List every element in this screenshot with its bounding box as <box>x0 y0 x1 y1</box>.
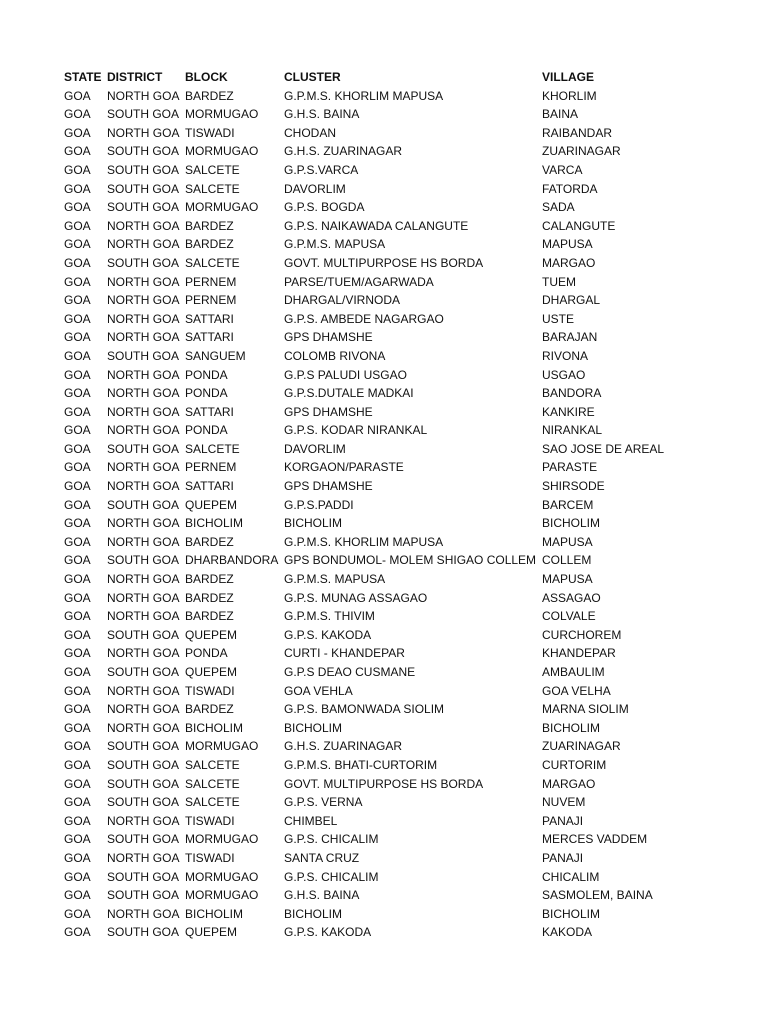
cell-state: GOA <box>64 348 91 363</box>
cell-state: GOA <box>64 553 91 568</box>
cell-block: MORMUGAO <box>185 739 259 754</box>
table-row <box>64 868 754 887</box>
cell-district: SOUTH GOA <box>107 441 180 456</box>
cell-block: PONDA <box>185 386 228 401</box>
cell-district: NORTH GOA <box>107 330 180 345</box>
cell-block: SATTARI <box>185 404 234 419</box>
table-row <box>64 403 754 422</box>
header-district: DISTRICT <box>107 70 163 84</box>
cell-district: SOUTH GOA <box>107 795 180 810</box>
cell-village: KHORLIM <box>542 88 597 103</box>
table-row <box>64 700 754 719</box>
table-row <box>64 644 754 663</box>
cell-cluster: G.P.S. BOGDA <box>284 200 365 215</box>
cell-state: GOA <box>64 888 91 903</box>
cell-district: NORTH GOA <box>107 534 180 549</box>
cell-village: ZUARINAGAR <box>542 144 621 159</box>
cell-state: GOA <box>64 776 91 791</box>
cell-village: PARASTE <box>542 460 598 475</box>
cell-district: NORTH GOA <box>107 813 180 828</box>
cell-block: PONDA <box>185 646 228 661</box>
cell-state: GOA <box>64 590 91 605</box>
table-row <box>64 905 754 924</box>
cell-cluster: G.P.S. NAIKAWADA CALANGUTE <box>284 218 469 233</box>
cell-village: NIRANKAL <box>542 423 603 438</box>
cell-block: SALCETE <box>185 162 240 177</box>
cell-village: COLVALE <box>542 609 596 624</box>
cell-state: GOA <box>64 869 91 884</box>
cell-village: RAIBANDAR <box>542 125 613 140</box>
table-row <box>64 273 754 292</box>
cell-district: NORTH GOA <box>107 386 180 401</box>
cell-village: BANDORA <box>542 386 602 401</box>
cell-district: NORTH GOA <box>107 609 180 624</box>
cell-state: GOA <box>64 330 91 345</box>
cell-cluster: BICHOLIM <box>284 516 343 531</box>
cell-district: NORTH GOA <box>107 125 180 140</box>
cell-cluster: G.P.S.DUTALE MADKAI <box>284 386 414 401</box>
cell-block: SALCETE <box>185 441 240 456</box>
cell-village: KANKIRE <box>542 404 595 419</box>
cell-state: GOA <box>64 107 91 122</box>
cell-district: NORTH GOA <box>107 293 180 308</box>
header-row <box>64 68 754 87</box>
table-header <box>64 68 754 87</box>
cell-village: MAPUSA <box>542 237 593 252</box>
cell-block: BARDEZ <box>185 218 234 233</box>
table-row <box>64 923 754 942</box>
cell-village: GOA VELHA <box>542 683 611 698</box>
cell-district: SOUTH GOA <box>107 869 180 884</box>
cell-state: GOA <box>64 88 91 103</box>
cell-district: SOUTH GOA <box>107 181 180 196</box>
cell-district: SOUTH GOA <box>107 757 180 772</box>
cell-block: SATTARI <box>185 330 234 345</box>
cell-state: GOA <box>64 479 91 494</box>
cell-village: SHIRSODE <box>542 479 605 494</box>
cell-state: GOA <box>64 274 91 289</box>
cell-village: MARGAO <box>542 776 596 791</box>
cell-cluster: G.P.S. KAKODA <box>284 627 372 642</box>
table-row <box>64 812 754 831</box>
cell-state: GOA <box>64 665 91 679</box>
cell-state: GOA <box>64 293 91 308</box>
cell-village: MARGAO <box>542 255 596 270</box>
data-table <box>64 68 754 942</box>
cell-cluster: GOVT. MULTIPURPOSE HS BORDA <box>284 776 484 791</box>
table-row <box>64 514 754 533</box>
cell-district: SOUTH GOA <box>107 348 180 363</box>
cell-block: TISWADI <box>185 850 235 865</box>
cell-block: MORMUGAO <box>185 144 259 159</box>
cell-district: NORTH GOA <box>107 646 180 661</box>
table-row <box>64 161 754 180</box>
table-row <box>64 105 754 124</box>
cell-block: BICHOLIM <box>185 516 244 531</box>
cell-district: SOUTH GOA <box>107 888 180 903</box>
cell-cluster: G.P.S. MUNAG ASSAGAO <box>284 590 428 605</box>
cell-district: SOUTH GOA <box>107 162 180 177</box>
cell-cluster: GPS BONDUMOL- MOLEM SHIGAO COLLEM <box>284 553 537 568</box>
cell-cluster: GOVT. MULTIPURPOSE HS BORDA <box>284 255 484 270</box>
cell-village: BICHOLIM <box>542 516 601 531</box>
cell-district: SOUTH GOA <box>107 739 180 754</box>
table-row <box>64 756 754 775</box>
cell-village: SASMOLEM, BAINA <box>542 888 653 903</box>
cell-village: MERCES VADDEM <box>542 832 648 847</box>
cell-village: MAPUSA <box>542 534 593 549</box>
cell-district: NORTH GOA <box>107 274 180 289</box>
spreadsheet-sheet <box>64 68 754 942</box>
cell-cluster: GPS DHAMSHE <box>284 404 373 419</box>
cell-state: GOA <box>64 850 91 865</box>
table-row <box>64 421 754 440</box>
cell-district: SOUTH GOA <box>107 255 180 270</box>
cell-cluster: G.P.M.S. MAPUSA <box>284 572 386 587</box>
cell-district: NORTH GOA <box>107 479 180 494</box>
cell-village: SADA <box>542 200 575 215</box>
cell-block: BARDEZ <box>185 702 234 717</box>
cell-district: NORTH GOA <box>107 404 180 419</box>
cell-village: FATORDA <box>542 181 598 196</box>
cell-cluster: G.P.S. KODAR NIRANKAL <box>284 423 428 438</box>
cell-district: NORTH GOA <box>107 367 180 382</box>
table-row <box>64 849 754 868</box>
header-state: STATE <box>64 70 102 84</box>
cell-block: QUEPEM <box>185 497 238 512</box>
cell-cluster: KORGAON/PARASTE <box>284 460 404 475</box>
cell-block: BICHOLIM <box>185 720 244 735</box>
table-row <box>64 775 754 794</box>
cell-village: VARCA <box>542 162 583 177</box>
cell-block: BARDEZ <box>185 572 234 587</box>
cell-state: GOA <box>64 702 91 717</box>
cell-state: GOA <box>64 460 91 475</box>
cell-district: NORTH GOA <box>107 88 180 103</box>
cell-district: NORTH GOA <box>107 850 180 865</box>
cell-state: GOA <box>64 218 91 233</box>
cell-cluster: G.P.S. BAMONWADA SIOLIM <box>284 702 445 717</box>
cell-block: QUEPEM <box>185 627 238 642</box>
header-village: VILLAGE <box>542 70 595 84</box>
cell-village: DHARGAL <box>542 293 601 308</box>
cell-village: MAPUSA <box>542 572 593 587</box>
cell-village: KAKODA <box>542 925 593 940</box>
cell-village: BICHOLIM <box>542 906 601 921</box>
cell-district: SOUTH GOA <box>107 144 180 159</box>
cell-block: PERNEM <box>185 293 237 308</box>
table-row <box>64 737 754 756</box>
table-row <box>64 235 754 254</box>
cell-village: USTE <box>542 311 575 326</box>
cell-village: BICHOLIM <box>542 720 601 735</box>
cell-village: PANAJI <box>542 850 584 865</box>
cell-block: MORMUGAO <box>185 200 259 215</box>
cell-state: GOA <box>64 311 91 326</box>
cell-state: GOA <box>64 255 91 270</box>
cell-state: GOA <box>64 720 91 735</box>
cell-state: GOA <box>64 125 91 140</box>
table-row <box>64 458 754 477</box>
table-row <box>64 719 754 738</box>
cell-state: GOA <box>64 906 91 921</box>
cell-cluster: G.P.S PALUDI USGAO <box>284 367 407 382</box>
cell-district: NORTH GOA <box>107 516 180 531</box>
cell-state: GOA <box>64 925 91 940</box>
cell-block: QUEPEM <box>185 665 238 679</box>
cell-district: NORTH GOA <box>107 237 180 252</box>
cell-cluster: DAVORLIM <box>284 441 346 456</box>
cell-state: GOA <box>64 237 91 252</box>
cell-district: SOUTH GOA <box>107 665 180 679</box>
cell-district: SOUTH GOA <box>107 832 180 847</box>
table-row <box>64 607 754 626</box>
table-row <box>64 347 754 366</box>
cell-cluster: G.H.S. ZUARINAGAR <box>284 739 403 754</box>
cell-state: GOA <box>64 832 91 847</box>
table-row <box>64 626 754 645</box>
cell-village: USGAO <box>542 367 586 382</box>
cell-district: NORTH GOA <box>107 683 180 698</box>
cell-cluster: BICHOLIM <box>284 906 343 921</box>
cell-district: NORTH GOA <box>107 572 180 587</box>
cell-state: GOA <box>64 683 91 698</box>
cell-cluster: DAVORLIM <box>284 181 346 196</box>
cell-village: BAINA <box>542 107 579 122</box>
table-row <box>64 142 754 161</box>
cell-cluster: G.H.S. BAINA <box>284 888 360 903</box>
table-row <box>64 198 754 217</box>
cell-village: CALANGUTE <box>542 218 616 233</box>
table-row <box>64 180 754 199</box>
cell-cluster: G.P.S.PADDI <box>284 497 354 512</box>
cell-cluster: CHIMBEL <box>284 813 338 828</box>
table-row <box>64 477 754 496</box>
cell-cluster: G.H.S. BAINA <box>284 107 360 122</box>
cell-cluster: G.P.S. AMBEDE NAGARGAO <box>284 311 444 326</box>
cell-district: SOUTH GOA <box>107 925 180 940</box>
cell-cluster: G.P.M.S. KHORLIM MAPUSA <box>284 534 444 549</box>
table-row <box>64 533 754 552</box>
table-row <box>64 87 754 106</box>
cell-state: GOA <box>64 386 91 401</box>
cell-cluster: G.P.M.S. MAPUSA <box>284 237 386 252</box>
cell-cluster: G.P.S.VARCA <box>284 162 359 177</box>
cell-cluster: BICHOLIM <box>284 720 343 735</box>
table-row <box>64 310 754 329</box>
table-row <box>64 496 754 515</box>
cell-block: MORMUGAO <box>185 832 259 847</box>
cell-block: BARDEZ <box>185 88 234 103</box>
cell-state: GOA <box>64 200 91 215</box>
cell-cluster: PARSE/TUEM/AGARWADA <box>284 274 434 289</box>
cell-block: PERNEM <box>185 274 237 289</box>
cell-state: GOA <box>64 757 91 772</box>
cell-state: GOA <box>64 423 91 438</box>
cell-cluster: SANTA CRUZ <box>284 850 360 865</box>
cell-village: NUVEM <box>542 795 586 810</box>
cell-block: DHARBANDORA <box>185 553 279 568</box>
table-row <box>64 291 754 310</box>
table-row <box>64 366 754 385</box>
cell-district: NORTH GOA <box>107 906 180 921</box>
cell-state: GOA <box>64 572 91 587</box>
cell-block: BARDEZ <box>185 237 234 252</box>
cell-state: GOA <box>64 627 91 642</box>
cell-village: ZUARINAGAR <box>542 739 621 754</box>
cell-state: GOA <box>64 144 91 159</box>
cell-state: GOA <box>64 497 91 512</box>
header-cluster: CLUSTER <box>284 70 341 84</box>
cell-state: GOA <box>64 516 91 531</box>
cell-cluster: GOA VEHLA <box>284 683 353 698</box>
table-row <box>64 663 754 682</box>
cell-cluster: G.P.S DEAO CUSMANE <box>284 665 416 679</box>
cell-state: GOA <box>64 813 91 828</box>
cell-state: GOA <box>64 367 91 382</box>
cell-district: SOUTH GOA <box>107 200 180 215</box>
cell-block: PONDA <box>185 423 228 438</box>
cell-block: MORMUGAO <box>185 107 259 122</box>
cell-district: SOUTH GOA <box>107 776 180 791</box>
table-row <box>64 793 754 812</box>
table-row <box>64 886 754 905</box>
cell-cluster: G.H.S. ZUARINAGAR <box>284 144 403 159</box>
cell-block: SALCETE <box>185 255 240 270</box>
cell-cluster: G.P.M.S. KHORLIM MAPUSA <box>284 88 444 103</box>
cell-state: GOA <box>64 534 91 549</box>
table-row <box>64 551 754 570</box>
cell-block: MORMUGAO <box>185 888 259 903</box>
cell-village: CHICALIM <box>542 869 600 884</box>
table-row <box>64 570 754 589</box>
cell-block: SALCETE <box>185 776 240 791</box>
cell-cluster: DHARGAL/VIRNODA <box>284 293 401 308</box>
cell-state: GOA <box>64 609 91 624</box>
cell-block: BICHOLIM <box>185 906 244 921</box>
cell-block: BARDEZ <box>185 534 234 549</box>
header-block: BLOCK <box>185 70 228 84</box>
cell-district: NORTH GOA <box>107 720 180 735</box>
cell-district: SOUTH GOA <box>107 627 180 642</box>
cell-cluster: G.P.S. CHICALIM <box>284 869 379 884</box>
cell-state: GOA <box>64 404 91 419</box>
cell-village: BARCEM <box>542 497 594 512</box>
cell-state: GOA <box>64 162 91 177</box>
cell-block: MORMUGAO <box>185 869 259 884</box>
cell-district: SOUTH GOA <box>107 107 180 122</box>
table-row <box>64 589 754 608</box>
cell-block: BARDEZ <box>185 609 234 624</box>
cell-block: QUEPEM <box>185 925 238 940</box>
table-body <box>64 87 754 942</box>
cell-cluster: GPS DHAMSHE <box>284 479 373 494</box>
table-row <box>64 254 754 273</box>
cell-cluster: G.P.M.S. THIVIM <box>284 609 375 624</box>
cell-district: NORTH GOA <box>107 460 180 475</box>
cell-village: TUEM <box>542 274 576 289</box>
cell-district: NORTH GOA <box>107 702 180 717</box>
cell-block: PERNEM <box>185 460 237 475</box>
cell-district: NORTH GOA <box>107 590 180 605</box>
cell-village: CURTORIM <box>542 757 607 772</box>
cell-block: SALCETE <box>185 795 240 810</box>
cell-state: GOA <box>64 441 91 456</box>
cell-block: SALCETE <box>185 757 240 772</box>
cell-cluster: GPS DHAMSHE <box>284 330 373 345</box>
cell-village: PANAJI <box>542 813 584 828</box>
cell-cluster: G.P.S. VERNA <box>284 795 363 810</box>
cell-state: GOA <box>64 646 91 661</box>
cell-block: SATTARI <box>185 311 234 326</box>
cell-village: RIVONA <box>542 348 589 363</box>
cell-village: SAO JOSE DE AREAL <box>542 441 665 456</box>
cell-state: GOA <box>64 795 91 810</box>
table-row <box>64 328 754 347</box>
cell-block: SANGUEM <box>185 348 246 363</box>
cell-village: ASSAGAO <box>542 590 601 605</box>
cell-cluster: G.P.M.S. BHATI-CURTORIM <box>284 757 438 772</box>
table-row <box>64 440 754 459</box>
cell-district: SOUTH GOA <box>107 497 180 512</box>
table-row <box>64 124 754 143</box>
cell-block: TISWADI <box>185 683 235 698</box>
table-row <box>64 682 754 701</box>
cell-district: NORTH GOA <box>107 218 180 233</box>
cell-cluster: CHODAN <box>284 125 337 140</box>
cell-cluster: COLOMB RIVONA <box>284 348 386 363</box>
cell-block: SATTARI <box>185 479 234 494</box>
cell-block: TISWADI <box>185 813 235 828</box>
cell-district: SOUTH GOA <box>107 553 180 568</box>
cell-village: CURCHOREM <box>542 627 622 642</box>
cell-village: MARNA SIOLIM <box>542 702 629 717</box>
cell-district: NORTH GOA <box>107 311 180 326</box>
cell-village: BARAJAN <box>542 330 598 345</box>
cell-cluster: G.P.S. CHICALIM <box>284 832 379 847</box>
cell-block: TISWADI <box>185 125 235 140</box>
cell-block: PONDA <box>185 367 228 382</box>
cell-block: SALCETE <box>185 181 240 196</box>
table-row <box>64 217 754 236</box>
cell-state: GOA <box>64 181 91 196</box>
cell-state: GOA <box>64 739 91 754</box>
cell-cluster: CURTI - KHANDEPAR <box>284 646 405 661</box>
table-row <box>64 830 754 849</box>
table-row <box>64 384 754 403</box>
cell-block: BARDEZ <box>185 590 234 605</box>
cell-village: AMBAULIM <box>542 665 605 679</box>
cell-village: KHANDEPAR <box>542 646 616 661</box>
cell-cluster: G.P.S. KAKODA <box>284 925 372 940</box>
cell-district: NORTH GOA <box>107 423 180 438</box>
cell-village: COLLEM <box>542 553 592 568</box>
